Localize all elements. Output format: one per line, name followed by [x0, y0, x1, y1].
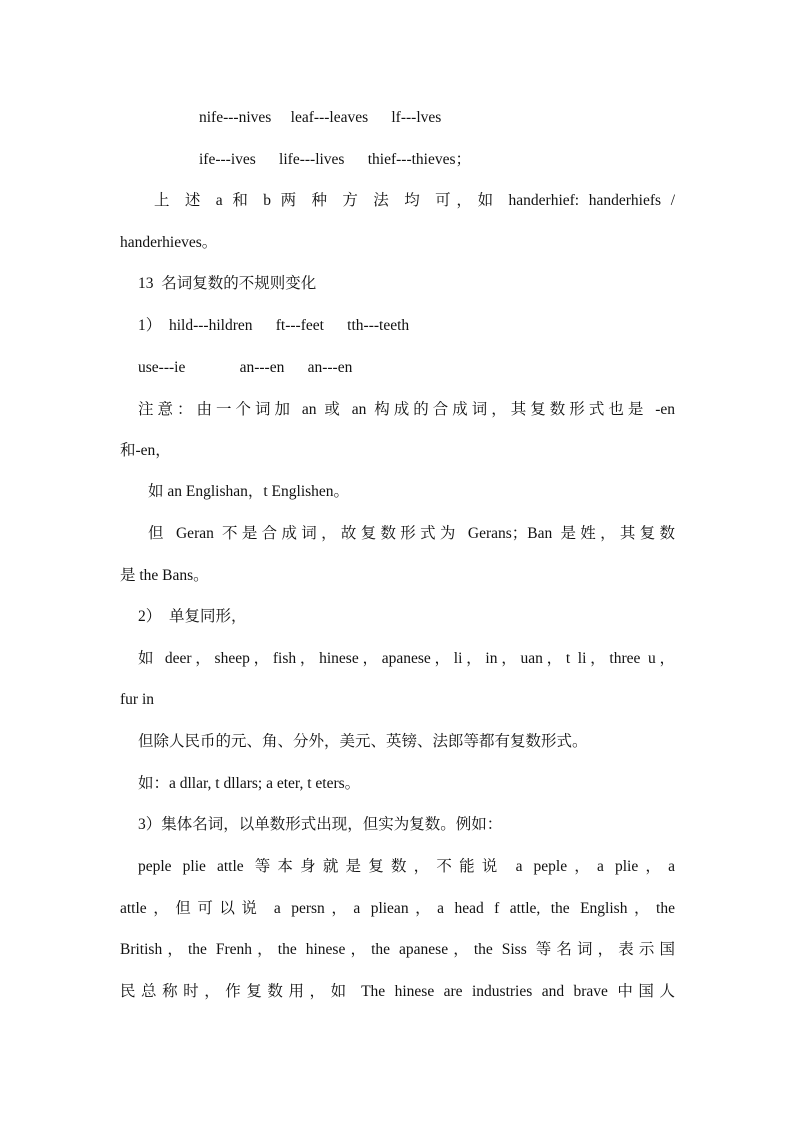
paragraph-line: 但 Geran 不是合成词，故复数形式为 Gerans；Ban 是姓，其复数: [148, 525, 675, 542]
paragraph-line: British，the Frenh，the hinese，the apanese，the Siss 等名词，表示国: [120, 941, 675, 958]
section-heading: 13 名词复数的不规则变化: [138, 275, 317, 292]
example-line: 1） hild---hildren ft---feet tth---teeth: [138, 317, 410, 334]
paragraph-line: 如 deer，sheep，fish，hinese，apanese，li，in，uan，t li，three u，: [138, 650, 675, 667]
paragraph-line: fur in: [120, 691, 155, 708]
paragraph-line: attle，但可以说 a persn，a pliean，a head f attle, the English，the: [120, 900, 675, 917]
subsection-heading: 2） 单复同形，: [138, 608, 247, 625]
paragraph-line: peple plie attle 等本身就是复数，不能说 a peple，a plie，a: [138, 858, 675, 875]
subsection-heading: 3）集体名词，以单数形式出现，但实为复数。例如：: [138, 816, 503, 833]
note-line: 和-en，: [120, 442, 171, 459]
paragraph-line: 但除人民币的元、角、分外，美元、英镑、法郎等都有复数形式。: [138, 733, 588, 750]
note-line: 注意：由一个词加 an 或 an 构成的合成词，其复数形式也是 -en: [138, 401, 675, 418]
word-list-line-1: nife---nives leaf---leaves lf---lves: [199, 109, 442, 126]
example-line: use---ie an---en an---en: [138, 359, 353, 376]
paragraph-line: 是 the Bans。: [120, 567, 209, 584]
paragraph-line: 上 述 a 和 b 两 种 方 法 均 可，如 handerhief: handerhiefs /: [154, 192, 675, 209]
example-line: 如：a dllar, t dllars; a eter, t eters。: [138, 775, 361, 792]
paragraph-line: handerhieves。: [120, 234, 218, 251]
word-list-line-2: ife---ives life---lives thief---thieves；: [199, 151, 472, 168]
example-line: 如 an Englishan，t Englishen。: [148, 483, 350, 500]
paragraph-line: 民总称时，作复数用，如 The hinese are industries and brave 中国人: [120, 983, 675, 1000]
